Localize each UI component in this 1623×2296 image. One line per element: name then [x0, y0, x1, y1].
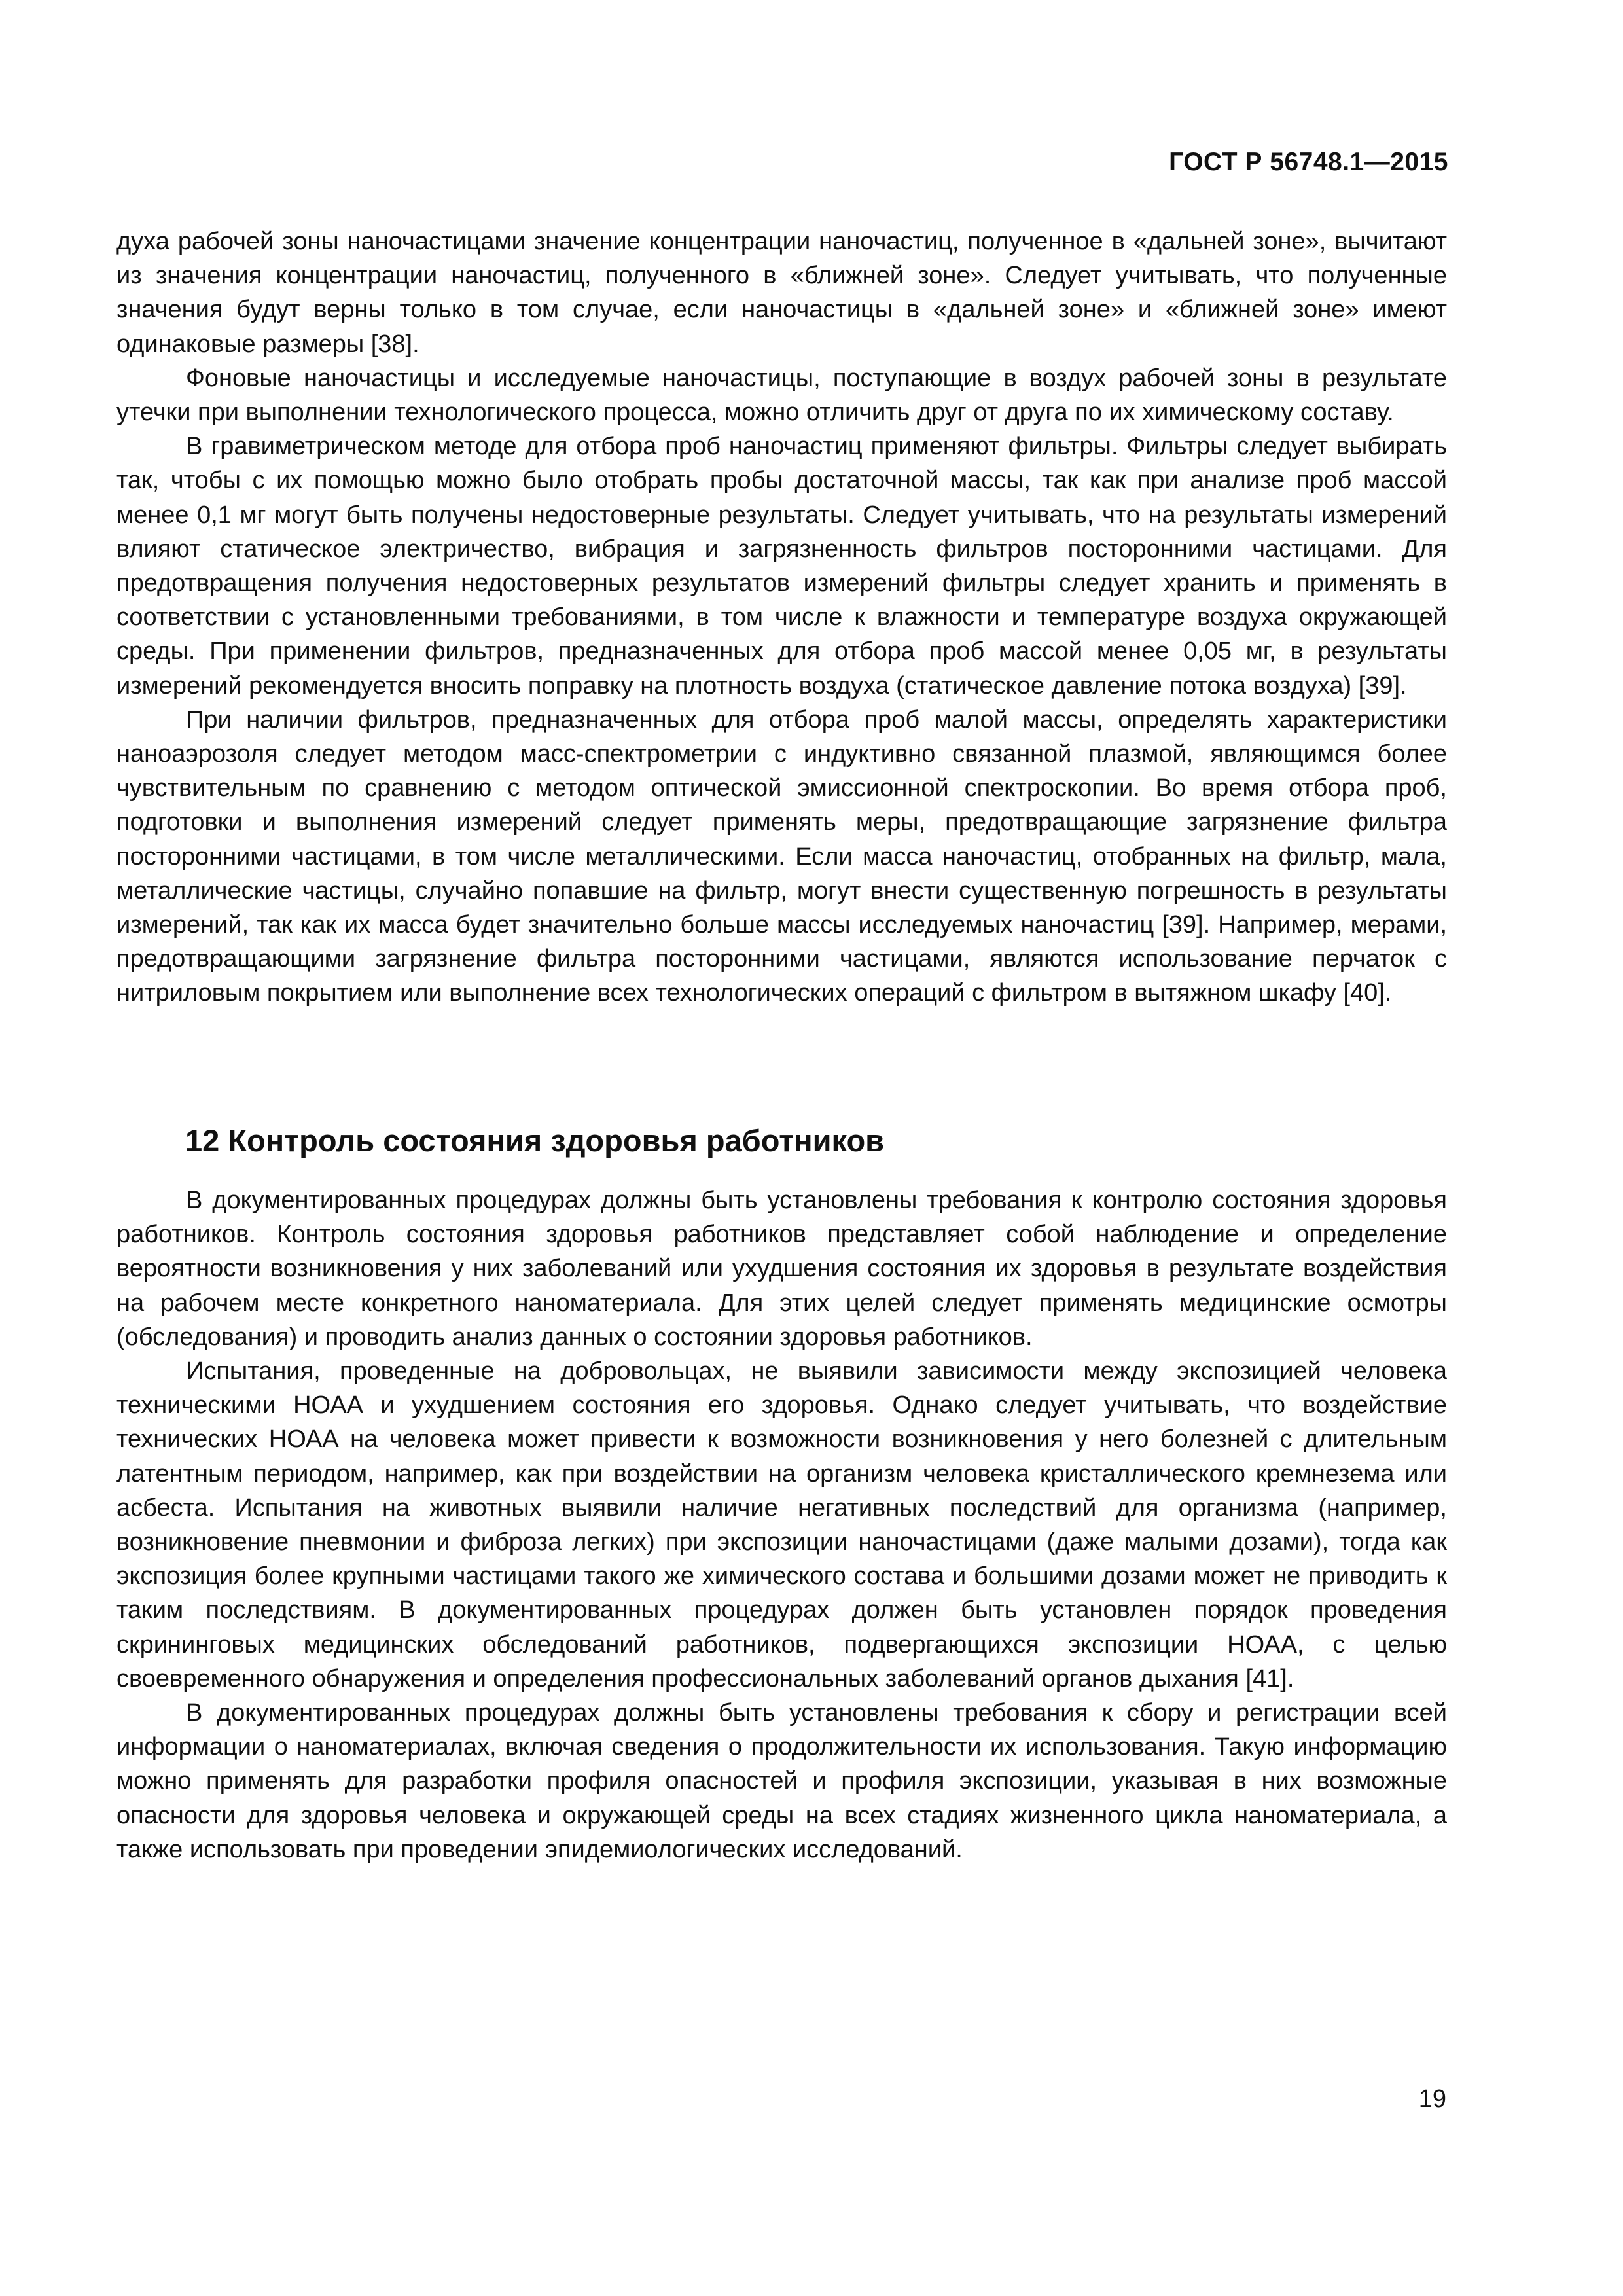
paragraph-continuation: духа рабочей зоны наночастицами значение концентрации наночастиц, полученное в «дальней зоне», вычитают из значения концентрации наночастиц, полученного в «ближней зоне». Следует учитывать, что полученные значения будут верны только в том случае, если наночастицы в «дальней зоне» и «ближней зоне» имеют одинаковые размеры [38].: [116, 228, 1447, 358]
paragraph: В гравиметрическом методе для отбора проб наночастиц применяют фильтры. Фильтры следует выбирать так, чтобы с их помощью можно было отобрать пробы достаточной массы, так как при анализе проб массой менее 0,1 мг могут быть получены недостоверные результаты. Следует учитывать, что на результаты измерений влияют статическое электричество, вибрация и загрязненность фильтров посторонними частицами. Для предотвращения получения недостоверных результатов измерений фильтры следует хранить и применять в соответствии с установленными требованиями, в том числе к влажности и температуре воздуха окружающей среды. При применении фильтров, предназначенных для отбора проб массой менее 0,05 мг, в результаты измерений рекомендуется вносить поправку на плотность воздуха (статическое давление потока воздуха) [39].: [116, 433, 1447, 700]
paragraph: В документированных процедурах должны быть установлены требования к контролю состояния здоровья работников. Контроль состояния здоровья работников представляет собой наблюдение и определение вероятности возникновения у них заболеваний или ухудшения состояния их здоровья в результате воздействия на рабочем месте конкретного наноматериала. Для этих целей следует применять медицинские осмотры (обследования) и проводить анализ данных о состоянии здоровья работников.: [116, 1187, 1447, 1351]
page-number: 19: [1418, 2085, 1446, 2113]
paragraph: Испытания, проведенные на добровольцах, не выявили зависимости между экспозицией человека техническими НОАА и ухудшением состояния его здоровья. Однако следует учитывать, что воздействие технических НОАА на человека может привести к возможности возникновения у него болезней с длительным латентным периодом, например, как при воздействии на организм человека кристаллического кремнезема или асбеста. Испытания на животных выявили наличие негативных последствий для организма (например, возникновение пневмонии и фиброза легких) при экспозиции наночастицами (даже малыми дозами), тогда как экспозиция более крупными частицами такого же химического состава и большими дозами может не приводить к таким последствиям. В документированных процедурах должен быть установлен порядок проведения скрининговых медицинских обследований работников, подвергающихся экспозиции НОАА, с целью своевременного обнаружения и определения профессиональных заболеваний органов дыхания [41].: [116, 1357, 1447, 1693]
body-text-block-1: [116, 224, 1447, 1011]
document-standard-id: ГОСТ Р 56748.1—2015: [1169, 148, 1448, 176]
paragraph: В документированных процедурах должны быть установлены требования к сбору и регистрации всей информации о наноматериалах, включая сведения о продолжительности их использования. Такую информацию можно применять для разработки профиля опасностей и профиля экспозиции, указывая в них возможные опасности для здоровья человека и окружающей среды на всех стадиях жизненного цикла наноматериала, а также использовать при проведении эпидемиологических исследований.: [116, 1699, 1447, 1863]
section-heading: 12 Контроль состояния здоровья работников: [185, 1123, 885, 1158]
paragraph: При наличии фильтров, предназначенных для отбора проб малой массы, определять характеристики наноаэрозоля следует методом масс-спектрометрии с индуктивно связанной плазмой, являющимся более чувствительным по сравнению с методом оптической эмиссионной спектроскопии. Во время отбора проб, подготовки и выполнения измерений следует применять меры, предотвращающие загрязнение фильтра посторонними частицами, в том числе металлическими. Если масса наночастиц, отобранных на фильтр, мала, металлические частицы, случайно попавшие на фильтр, могут внести существенную погрешность в результаты измерений, так как их масса будет значительно больше массы исследуемых наночастиц [39]. Например, мерами, предотвращающими загрязнение фильтра посторонними частицами, являются использование перчаток с нитриловым покрытием или выполнение всех технологических операций с фильтром в вытяжном шкафу [40].: [116, 706, 1447, 1007]
paragraph: Фоновые наночастицы и исследуемые наночастицы, поступающие в воздух рабочей зоны в результате утечки при выполнении технологического процесса, можно отличить друг от друга по их химическому составу.: [116, 364, 1447, 427]
body-text-block-2: [116, 1183, 1447, 1867]
